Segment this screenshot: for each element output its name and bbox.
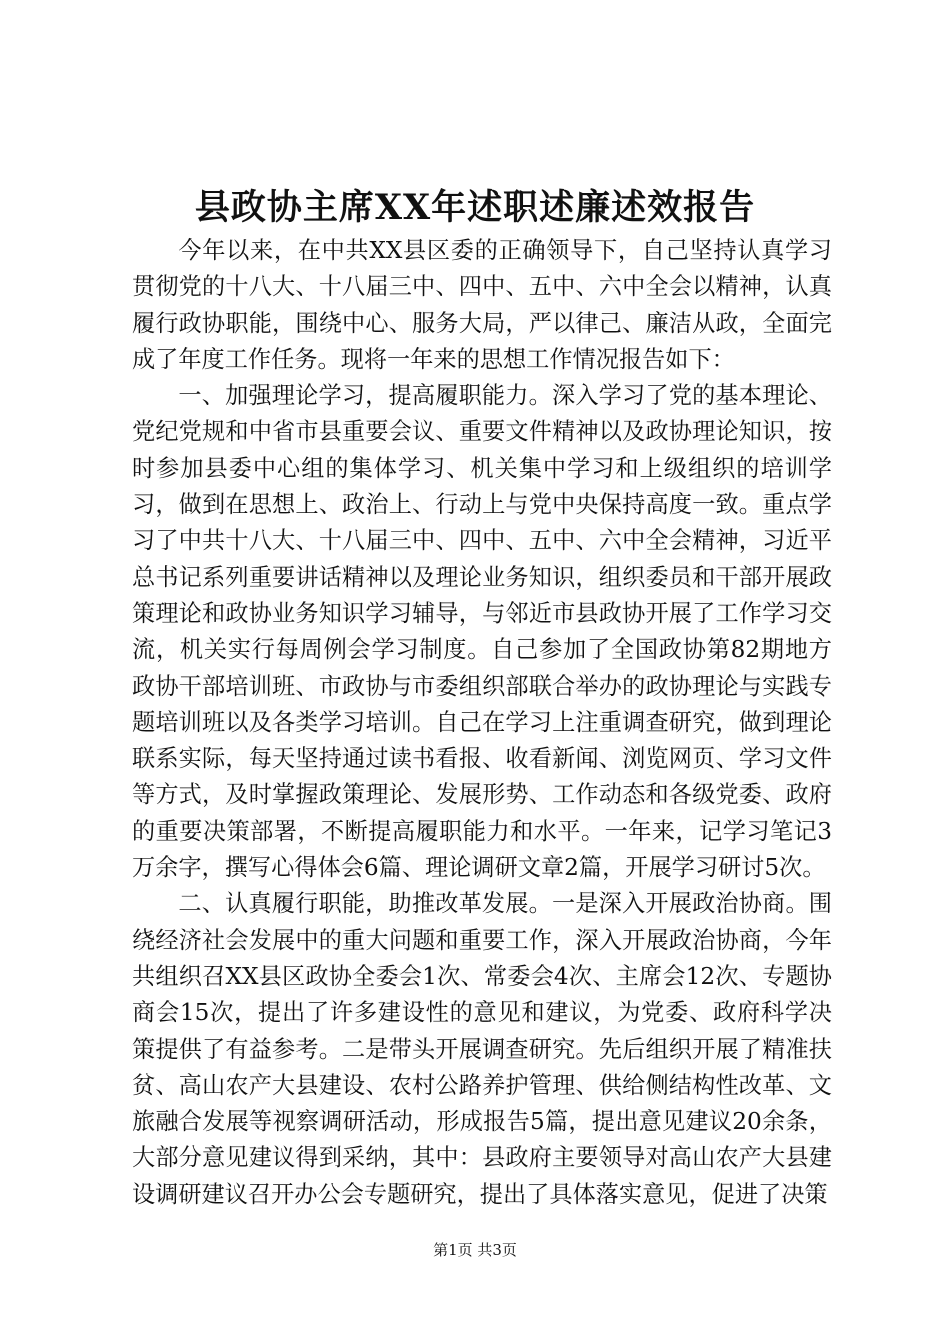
paragraph-section-2: 二、认真履行职能，助推改革发展。一是深入开展政治协商。围绕经济社会发展中的重大问题和重要工作，深入开展政治协商，今年共组织召XX县区政协全委会1次、常委会4次、主席会12次、专题协商会15次，提出了许多建设性的意见和建议，为党委、政府科学决策提供了有益参考。二是带头开展调查研究。先后组织开展了精准扶贫、高山农产大县建设、农村公路养护管理、供给侧结构性改革、文旅融合发展等视察调研活动，形成报告5篇，提出意见建议20余条，大部分意见建议得到采纳，其中：县政府主要领导对高山农产大县建设调研建议召开办公会专题研究，提出了具体落实意见，促进了决策 — [132, 890, 832, 1208]
paragraph-intro: 今年以来，在中共XX县区委的正确领导下，自己坚持认真学习贯彻党的十八大、十八届三中、四中、五中、六中全会以精神，认真履行政协职能，围绕中心、服务大局，严以律己、廉洁从政，全面完成了年度工作任务。现将一年来的思想工作情况报告如下： — [132, 237, 832, 373]
document-body — [132, 233, 832, 1213]
page-number-footer: 第1页 共3页 — [433, 1241, 517, 1259]
document-title: 县政协主席XX年述职述廉述效报告 — [194, 187, 756, 228]
paragraph-section-1: 一、加强理论学习，提高履职能力。深入学习了党的基本理论、党纪党规和中省市县重要会议、重要文件精神以及政协理论知识，按时参加县委中心组的集体学习、机关集中学习和上级组织的培训学习，做到在思想上、政治上、行动上与党中央保持高度一致。重点学习了中共十八大、十八届三中、四中、五中、六中全会精神，习近平总书记系列重要讲话精神以及理论业务知识，组织委员和干部开展政策理论和政协业务知识学习辅导，与邻近市县政协开展了工作学习交流，机关实行每周例会学习制度。自己参加了全国政协第82期地方政协干部培训班、市政协与市委组织部联合举办的政协理论与实践专题培训班以及各类学习培训。自己在学习上注重调查研究，做到理论联系实际，每天坚持通过读书看报、收看新闻、浏览网页、学习文件等方式，及时掌握政策理论、发展形势、工作动态和各级党委、政府的重要决策部署，不断提高履职能力和水平。一年来，记学习笔记3万余字，撰写心得体会6篇、理论调研文章2篇，开展学习研讨5次。 — [132, 382, 832, 882]
